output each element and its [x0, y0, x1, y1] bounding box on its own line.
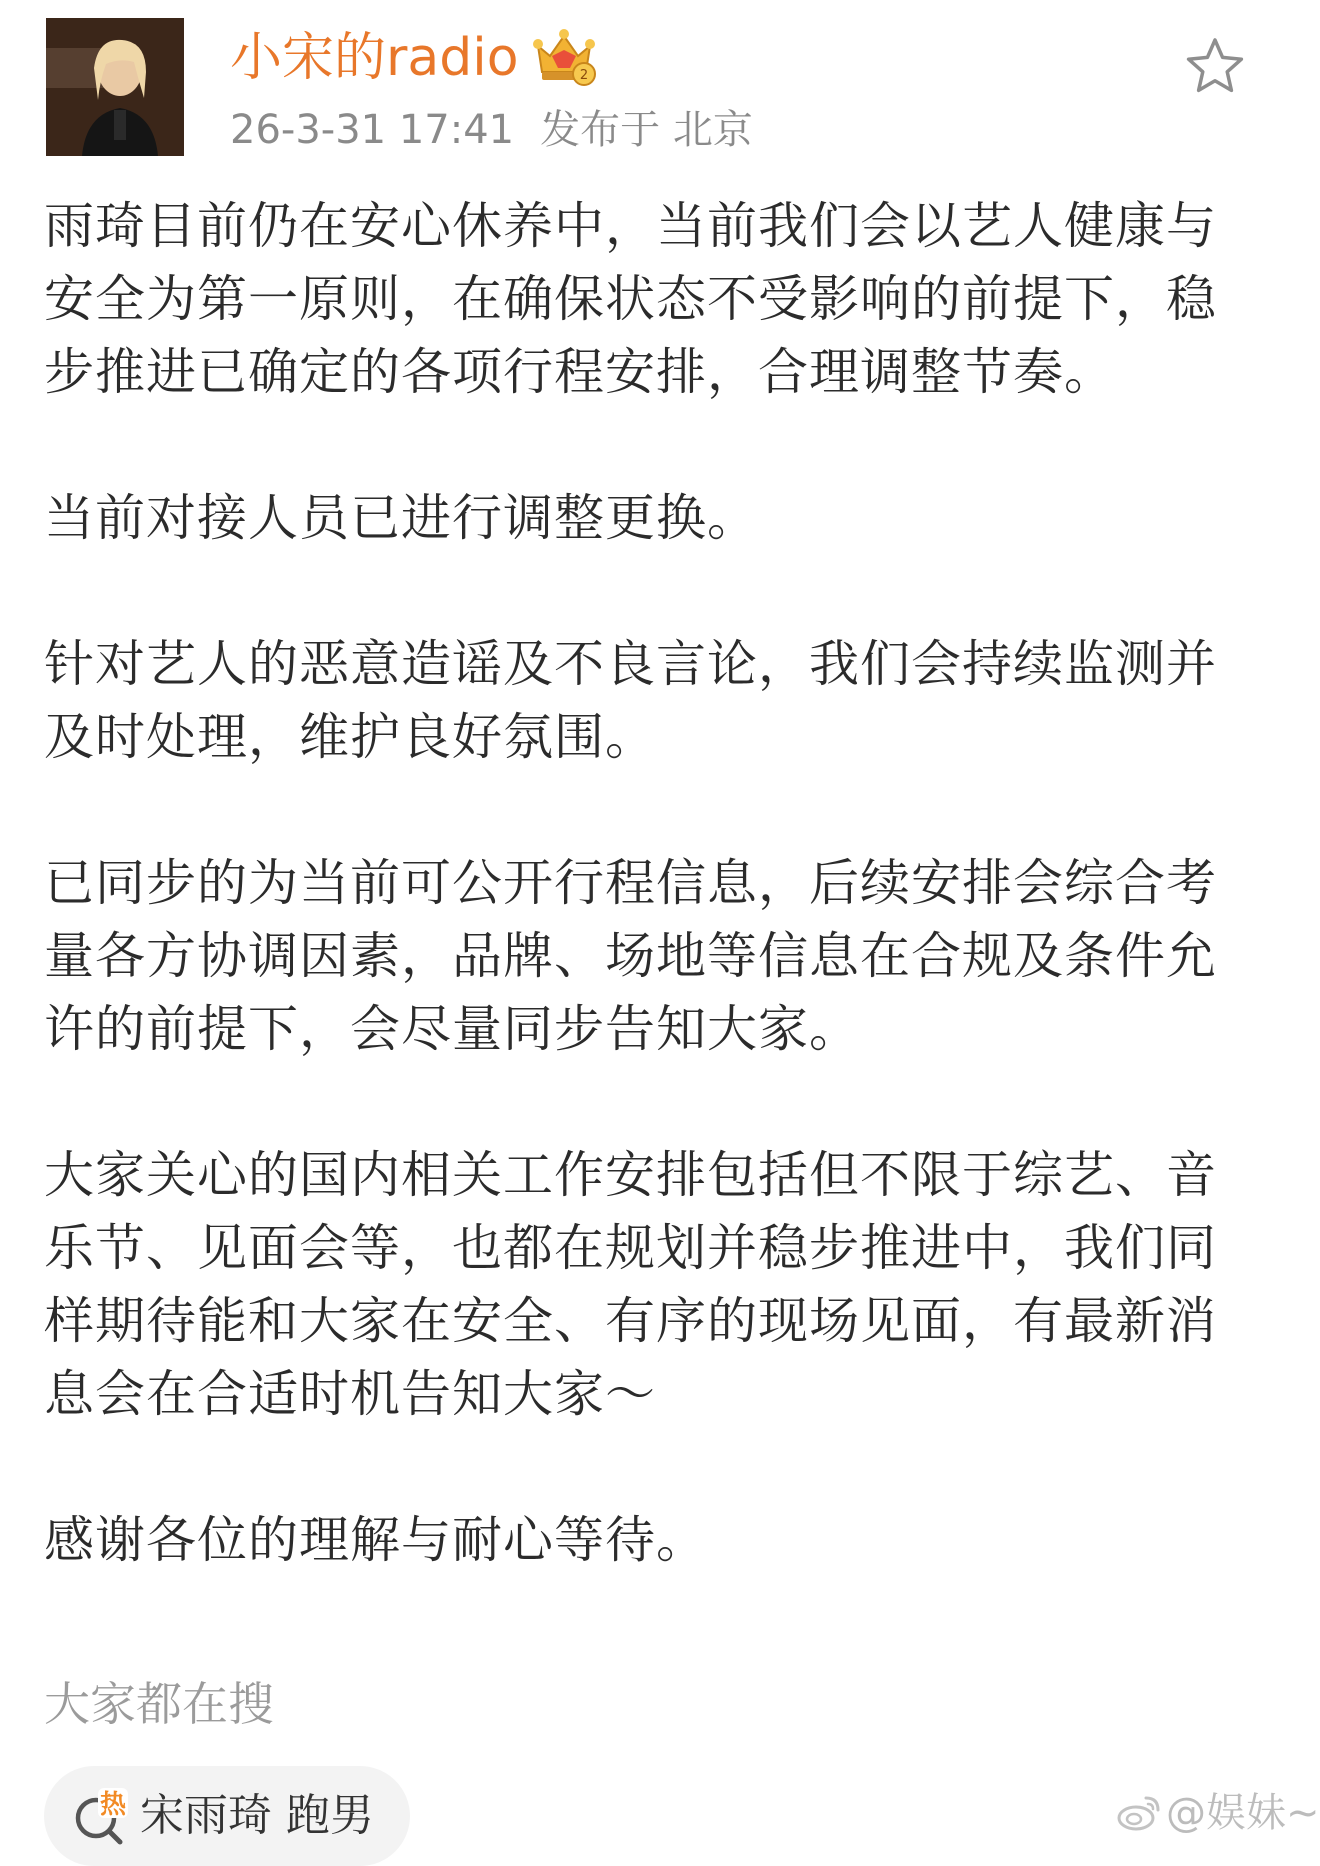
post-timestamp: 26-3-31 17:41: [230, 107, 515, 153]
post-paragraph: 雨琦目前仍在安心休养中，当前我们会以艺人健康与安全为第一原则，在确保状态不受影响的前提下，稳步推进已确定的各项行程安排，合理调整节奏。: [44, 197, 1217, 401]
hot-search-icon: [70, 1786, 132, 1848]
vip-crown-badge-icon[interactable]: [528, 24, 600, 88]
post-paragraph: 当前对接人员已进行调整更换。: [44, 489, 758, 547]
user-name[interactable]: 小宋的radio: [230, 28, 519, 88]
hot-search-chip[interactable]: [44, 1766, 410, 1866]
post-paragraph: 大家关心的国内相关工作安排包括但不限于综艺、音乐节、见面会等，也都在规划并稳步推进中，我们同样期待能和大家在安全、有序的现场见面，有最新消息会在合适时机告知大家～: [44, 1146, 1217, 1423]
post-paragraph: 针对艺人的恶意造谣及不良言论，我们会持续监测并及时处理，维护良好氛围。: [44, 635, 1217, 766]
hot-badge-text: 热: [99, 1790, 127, 1820]
hot-search-label: 宋雨琦 跑男: [140, 1790, 374, 1841]
weibo-logo-icon: [1116, 1792, 1164, 1832]
post-body: [44, 190, 1244, 1577]
svg-text:2: 2: [579, 68, 589, 83]
star-outline-icon[interactable]: [1182, 34, 1248, 100]
avatar[interactable]: [46, 18, 184, 156]
post-meta: [230, 106, 753, 154]
post-location: 发布于 北京: [540, 107, 753, 153]
trending-search-title: 大家都在搜: [44, 1677, 274, 1731]
watermark: [1116, 1788, 1320, 1838]
post-paragraph: 已同步的为当前可公开行程信息，后续安排会综合考量各方协调因素，品牌、场地等信息在合规及条件允许的前提下，会尽量同步告知大家。: [44, 854, 1217, 1058]
post-header: [46, 18, 1246, 158]
watermark-text: @娱妹~: [1166, 1790, 1320, 1836]
post-paragraph: 感谢各位的理解与耐心等待。: [44, 1511, 707, 1569]
